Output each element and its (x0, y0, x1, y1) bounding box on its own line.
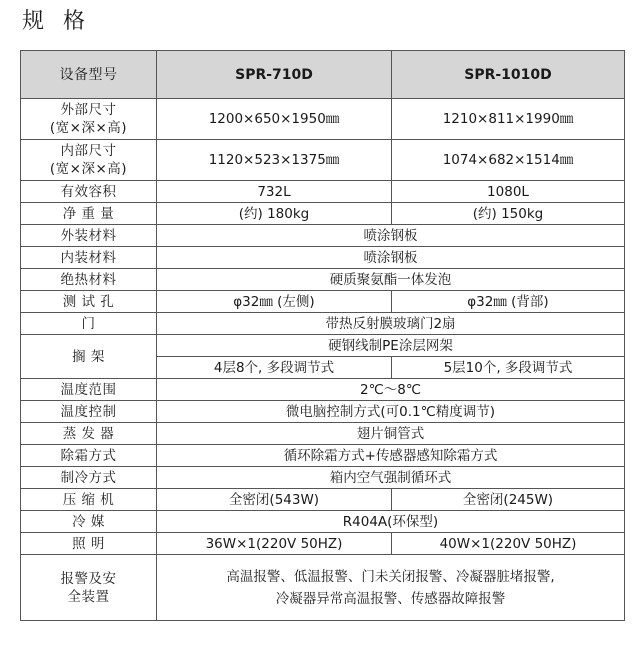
outer-size-label (21, 99, 157, 140)
door-value: 带热反射膜玻璃门2扇 (157, 313, 625, 335)
net-weight-a: (约) 180kg (157, 203, 392, 225)
alarm-value (157, 555, 625, 621)
exterior-material-label: 外装材料 (21, 225, 157, 247)
shelf-a: 4层8个, 多段调节式 (157, 357, 392, 379)
row-outer-size (21, 99, 625, 140)
compressor-b: 全密闭(245W) (392, 489, 625, 511)
page-title: 规 格 (22, 9, 91, 34)
model-a-header: SPR-710D (157, 51, 392, 99)
cooling-label: 制冷方式 (21, 467, 157, 489)
test-hole-a: φ32㎜ (左侧) (157, 291, 392, 313)
alarm-value-line1: 高温报警、低温报警、门未关闭报警、冷凝器脏堵报警, (226, 568, 555, 585)
alarm-label-line1: 报警及安 (60, 570, 117, 587)
cooling-value: 箱内空气强制循环式 (157, 467, 625, 489)
row-exterior-material (21, 225, 625, 247)
row-inner-size (21, 140, 625, 181)
refrigerant-value: R404A(环保型) (157, 511, 625, 533)
row-temp-range (21, 379, 625, 401)
outer-size-b: 1210×811×1990㎜ (392, 99, 625, 140)
volume-b: 1080L (392, 181, 625, 203)
refrigerant-label: 冷 媒 (21, 511, 157, 533)
compressor-a: 全密闭(543W) (157, 489, 392, 511)
lighting-a: 36W×1(220V 50HZ) (157, 533, 392, 555)
row-defrost (21, 445, 625, 467)
header-row (21, 51, 625, 99)
inner-size-label (21, 140, 157, 181)
exterior-material-value: 喷涂钢板 (157, 225, 625, 247)
outer-size-label-line1: 外部尺寸 (60, 102, 117, 118)
interior-material-label: 内装材料 (21, 247, 157, 269)
alarm-label (21, 555, 157, 621)
row-net-weight (21, 203, 625, 225)
alarm-label-line2: 全装置 (67, 588, 110, 605)
row-interior-material (21, 247, 625, 269)
shelf-label: 搁 架 (21, 335, 157, 379)
shelf-b: 5层10个, 多段调节式 (392, 357, 625, 379)
row-compressor (21, 489, 625, 511)
evaporator-value: 翅片铜管式 (157, 423, 625, 445)
defrost-label: 除霜方式 (21, 445, 157, 467)
temp-control-label: 温度控制 (21, 401, 157, 423)
row-test-hole (21, 291, 625, 313)
outer-size-a: 1200×650×1950㎜ (157, 99, 392, 140)
evaporator-label: 蒸 发 器 (21, 423, 157, 445)
row-volume (21, 181, 625, 203)
alarm-value-line2: 冷凝器异常高温报警、传感器故障报警 (275, 590, 506, 607)
test-hole-label: 测 试 孔 (21, 291, 157, 313)
defrost-value: 循环除霜方式+传感器感知除霜方式 (157, 445, 625, 467)
lighting-label: 照 明 (21, 533, 157, 555)
row-lighting (21, 533, 625, 555)
model-b-header: SPR-1010D (392, 51, 625, 99)
inner-size-label-line2: (宽×深×高) (49, 161, 128, 177)
row-refrigerant (21, 511, 625, 533)
outer-size-label-line2: (宽×深×高) (49, 120, 128, 136)
row-door (21, 313, 625, 335)
inner-size-a: 1120×523×1375㎜ (157, 140, 392, 181)
header-label: 设备型号 (21, 51, 157, 99)
net-weight-b: (约) 150kg (392, 203, 625, 225)
compressor-label: 压 缩 机 (21, 489, 157, 511)
net-weight-label: 净 重 量 (21, 203, 157, 225)
insulation-label: 绝热材料 (21, 269, 157, 291)
row-insulation (21, 269, 625, 291)
temp-range-value: 2℃～8℃ (157, 379, 625, 401)
spec-table (20, 50, 625, 621)
row-evaporator (21, 423, 625, 445)
insulation-value: 硬质聚氨酯一体发泡 (157, 269, 625, 291)
test-hole-b: φ32㎜ (背部) (392, 291, 625, 313)
row-shelf-1 (21, 335, 625, 357)
volume-label: 有效容积 (21, 181, 157, 203)
row-cooling (21, 467, 625, 489)
interior-material-value: 喷涂钢板 (157, 247, 625, 269)
volume-a: 732L (157, 181, 392, 203)
lighting-b: 40W×1(220V 50HZ) (392, 533, 625, 555)
temp-control-value: 微电脑控制方式(可0.1℃精度调节) (157, 401, 625, 423)
shelf-value: 硬钢线制PE涂层网架 (157, 335, 625, 357)
temp-range-label: 温度范围 (21, 379, 157, 401)
row-alarm (21, 555, 625, 621)
inner-size-b: 1074×682×1514㎜ (392, 140, 625, 181)
row-temp-control (21, 401, 625, 423)
inner-size-label-line1: 内部尺寸 (60, 143, 117, 159)
door-label: 门 (21, 313, 157, 335)
